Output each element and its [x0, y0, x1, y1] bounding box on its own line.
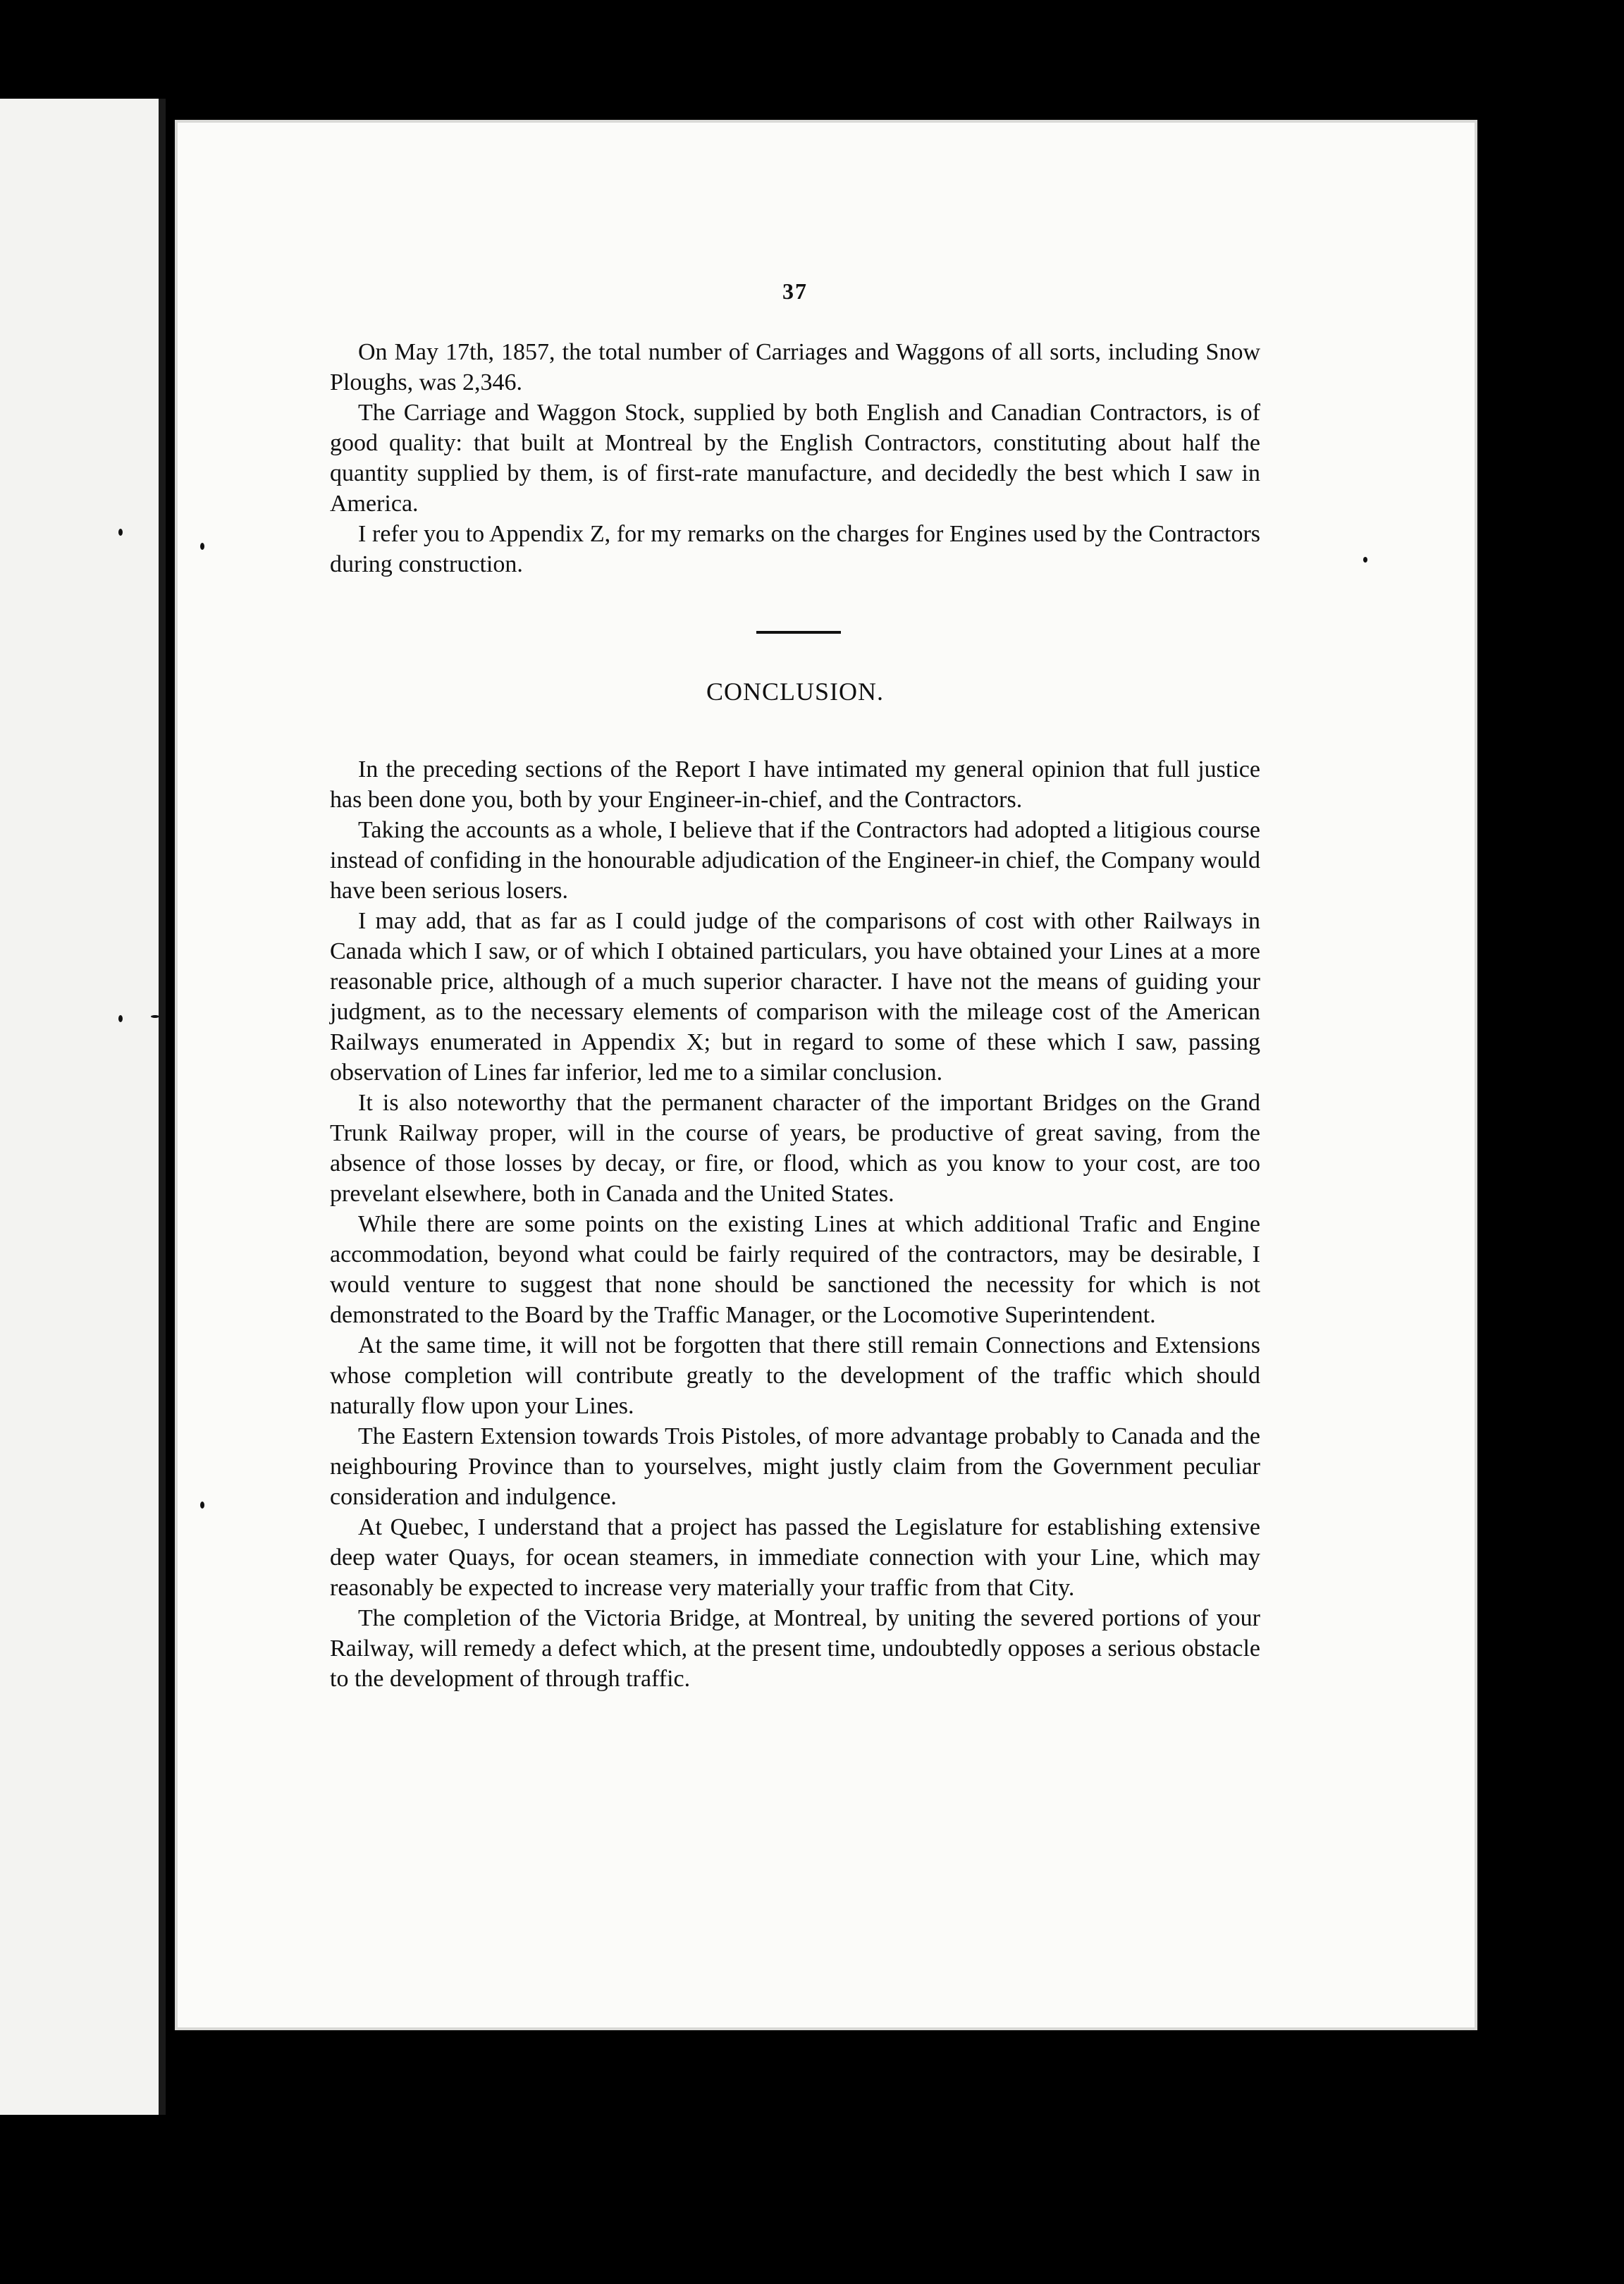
paragraph: At the same time, it will not be forgotten that there still remain Connections and Extensions whose completion will contribute greatly to the development of the traffic which should naturally flow upon your Lines.	[330, 1332, 1260, 1419]
previous-page-edge	[0, 99, 166, 2115]
paragraph: The completion of the Victoria Bridge, at Montreal, by uniting the severed portions of your Railway, will remedy a defect which, at the present time, undoubtedly opposes a serious obstacle to the development of through traffic.	[330, 1605, 1260, 1692]
ink-speck	[118, 529, 123, 536]
paragraph: On May 17th, 1857, the total number of Carriages and Waggons of all sorts, including Snow Ploughs, was 2,346.	[330, 339, 1260, 395]
ink-speck	[151, 1015, 159, 1018]
paragraph: At Quebec, I understand that a project has passed the Legislature for establishing extensive deep water Quays, for ocean steamers, in immediate connection with your Line, which may reasonably be expected to increase very materially your traffic from that City.	[330, 1514, 1260, 1601]
ink-speck	[1363, 557, 1367, 563]
section-heading: CONCLUSION.	[706, 677, 884, 706]
ink-speck	[118, 1015, 123, 1022]
intro-section	[330, 337, 1260, 579]
paragraph: Taking the accounts as a whole, I believe that if the Contractors had adopted a litigious course instead of confiding in the honourable adjudication of the Engineer-in chief, the Company would have been serious losers.	[330, 817, 1260, 904]
ink-speck	[200, 543, 204, 550]
paragraph: In the preceding sections of the Report I have intimated my general opinion that full justice has been done you, both by your Engineer-in-chief, and the Contractors.	[330, 756, 1260, 813]
section-divider	[756, 631, 841, 634]
paragraph: It is also noteworthy that the permanent character of the important Bridges on the Grand Trunk Railway proper, will in the course of years, be productive of great saving, from the absence of those losses by decay, or fire, or flood, which as you know to your cost, are too prevelant elsewhere, both in Canada and the United States.	[330, 1090, 1260, 1207]
ink-speck	[200, 1502, 204, 1509]
paragraph: While there are some points on the existing Lines at which additional Trafic and Engine accommodation, beyond what could be fairly required of the contractors, may be desirable, I would venture to suggest that none should be sanctioned the necessity for which is not demonstrated to the Board by the Traffic Manager, or the Locomotive Superintendent.	[330, 1211, 1260, 1328]
document-page	[175, 120, 1477, 2030]
conclusion-section	[330, 754, 1260, 1694]
paragraph: I may add, that as far as I could judge of the comparisons of cost with other Railways in Canada which I saw, or of which I obtained particulars, you have obtained your Lines at a more reasonable price, although of a much superior character. I have not the means of guiding your judgment, as to the necessary elements of comparison with the mileage cost of the American Railways enumerated in Appendix X; but in regard to some of these which I saw, passing observation of Lines far inferior, led me to a similar conclusion.	[330, 908, 1260, 1086]
paragraph: The Carriage and Waggon Stock, supplied by both English and Canadian Contractors, is of good quality: that built at Montreal by the English Contractors, constituting about half the quantity supplied by them, is of first-rate manufacture, and decidedly the best which I saw in America.	[330, 400, 1260, 517]
paragraph: The Eastern Extension towards Trois Pistoles, of more advantage probably to Canada and the neighbouring Province than to yourselves, might justly claim from the Government peculiar consideration and indulgence.	[330, 1423, 1260, 1510]
page-number: 37	[782, 278, 808, 304]
paragraph: I refer you to Appendix Z, for my remarks on the charges for Engines used by the Contractors during construction.	[330, 521, 1260, 577]
